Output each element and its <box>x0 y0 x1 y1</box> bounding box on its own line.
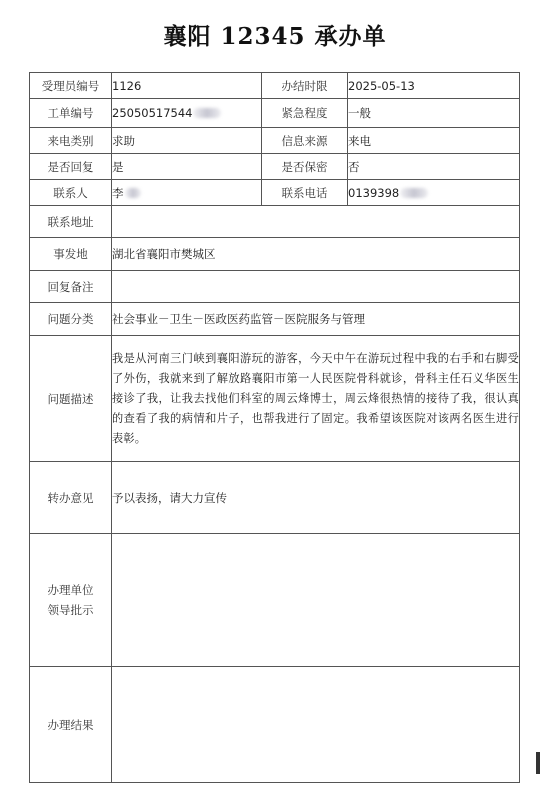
form-row-description <box>30 336 520 462</box>
form-row-reply-note <box>30 271 520 303</box>
urgency-label: 紧急程度 <box>262 99 348 128</box>
description-value: 我是从河南三门峡到襄阳游玩的游客，今天中午在游玩过程中我的右手和右脚受了外伤，我就来到了解放路襄阳市第一人民医院骨科就诊，骨科主任石义华医生接诊了我，让我去找他们科室的周云烽博士，周云烽很热情的接待了我，很认真的查看了我的病情和片子，也帮我进行了固定。我希望该医院对该两名医生进行表彰。 <box>112 351 519 445</box>
address-value <box>112 206 520 238</box>
phone-label: 联系电话 <box>262 180 348 206</box>
phone-cell <box>348 180 520 206</box>
form-row-receiver <box>30 73 520 99</box>
form-row-result <box>30 667 520 783</box>
address-label: 联系地址 <box>30 206 112 238</box>
category-value: 社会事业－卫生－医政医药监管－医院服务与管理 <box>112 303 520 336</box>
receiver-id-label: 受理员编号 <box>30 73 112 99</box>
form-row-category <box>30 303 520 336</box>
location-value: 湖北省襄阳市樊城区 <box>112 238 520 271</box>
reply-label: 是否回复 <box>30 154 112 180</box>
reply-note-value <box>112 271 520 303</box>
call-type-label: 来电类别 <box>30 128 112 154</box>
reply-note-label: 回复备注 <box>30 271 112 303</box>
contact-cell <box>112 180 262 206</box>
receiver-id-value: 1126 <box>112 73 262 99</box>
order-no-cell <box>112 99 262 128</box>
contact-value: 李 <box>112 185 124 200</box>
result-label: 办理结果 <box>30 667 112 783</box>
description-label: 问题描述 <box>30 336 112 462</box>
phone-value: 0139398 <box>348 185 400 200</box>
form-title: 襄阳 12345 承办单 <box>163 23 387 50</box>
leader-instruction-label: 办理单位 领导批示 <box>30 534 112 667</box>
category-label: 问题分类 <box>30 303 112 336</box>
transfer-opinion-label: 转办意见 <box>30 462 112 534</box>
service-order-form <box>29 72 520 783</box>
form-row-contact <box>30 180 520 206</box>
call-type-value: 求助 <box>112 128 262 154</box>
page-corner-mark <box>536 752 540 774</box>
form-row-reply <box>30 154 520 180</box>
form-row-transfer <box>30 462 520 534</box>
result-value <box>112 667 520 783</box>
deadline-label: 办结时限 <box>262 73 348 99</box>
form-row-order <box>30 99 520 128</box>
description-cell <box>112 336 520 462</box>
confidential-value: 否 <box>348 154 520 180</box>
redaction-blur <box>193 108 221 118</box>
redaction-blur <box>125 188 141 198</box>
confidential-label: 是否保密 <box>262 154 348 180</box>
leader-instruction-value <box>112 534 520 667</box>
form-row-call-type <box>30 128 520 154</box>
location-label: 事发地 <box>30 238 112 271</box>
order-no-label: 工单编号 <box>30 99 112 128</box>
urgency-value: 一般 <box>348 99 520 128</box>
form-row-address <box>30 206 520 238</box>
deadline-value: 2025-05-13 <box>348 73 520 99</box>
source-value: 来电 <box>348 128 520 154</box>
contact-label: 联系人 <box>30 180 112 206</box>
redaction-blur <box>400 188 428 198</box>
reply-value: 是 <box>112 154 262 180</box>
form-row-location <box>30 238 520 271</box>
form-row-leader-instruction <box>30 534 520 667</box>
order-no-value: 25050517544 <box>112 106 193 120</box>
transfer-opinion-value: 予以表扬，请大力宣传 <box>112 462 520 534</box>
source-label: 信息来源 <box>262 128 348 154</box>
